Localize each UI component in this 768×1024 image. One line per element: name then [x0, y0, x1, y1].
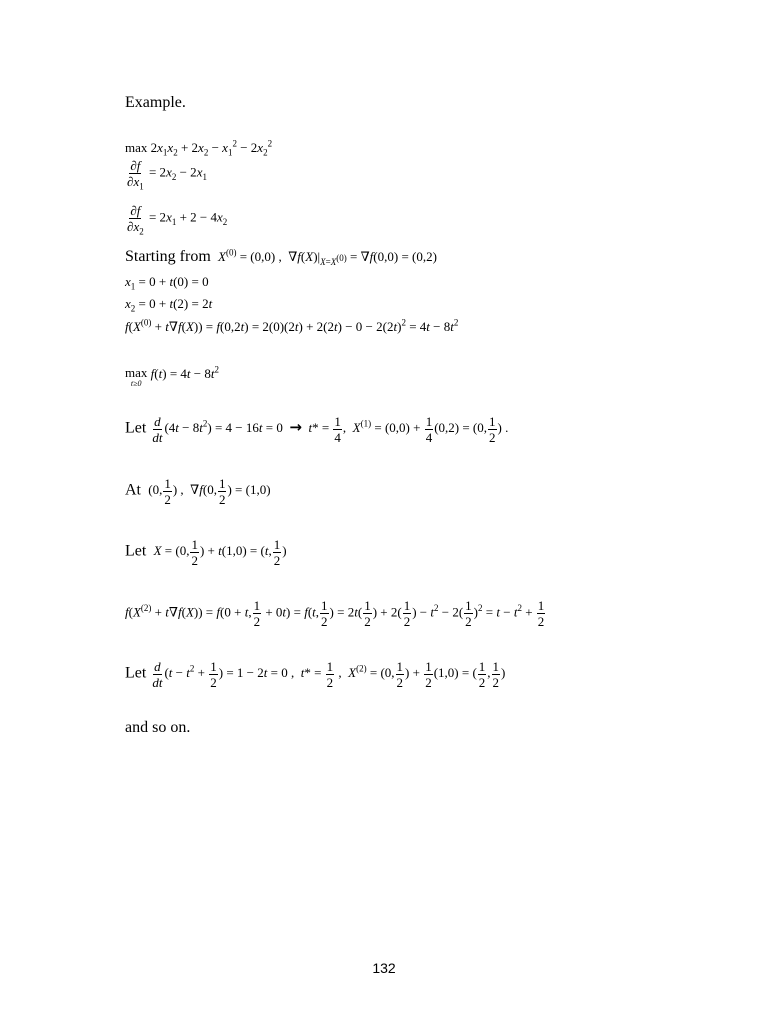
- closing-text: and so on.: [125, 719, 191, 736]
- starting-label: Starting from: [125, 248, 211, 265]
- derivative-fraction: $\frac{d}{dt}$: [152, 414, 163, 445]
- fraction: $\frac{1}{2}$: [164, 476, 171, 507]
- let-word: Let: [125, 419, 147, 437]
- fraction: $\frac{1}{2}$: [210, 659, 217, 690]
- partial-fraction: $\frac{\partial f}{\partial x_1}$: [127, 158, 144, 192]
- x2-update-line: $x_2 = 0 + t(2) = 2t$: [125, 296, 213, 314]
- fraction: $\frac{1}{2}$: [253, 598, 261, 629]
- fraction: $\frac{1}{2}$: [537, 598, 545, 629]
- fraction: $\frac{1}{2}$: [364, 598, 371, 629]
- fraction: $\frac{1}{2}$: [326, 659, 334, 690]
- derivative-fraction: $\frac{d}{dt}$: [152, 659, 163, 690]
- partial-x2-line: $\frac{\partial f}{\partial x_2}$ = $2x_1 + 2 - 4x_2$: [127, 203, 228, 237]
- fraction: $\frac{1}{4}$: [334, 414, 341, 445]
- fraction: $\frac{1}{2}$: [191, 537, 198, 568]
- fraction: $\frac{1}{2}$: [492, 659, 500, 690]
- let-word: Let: [125, 664, 147, 682]
- fraction: $\frac{1}{2}$: [403, 598, 411, 629]
- let-line-2: Let X = (0, $\frac{1}{2}$ ) + t(1,0) = (t, $\frac{1}{2}$ ): [125, 537, 287, 568]
- fraction: $\frac{1}{2}$: [489, 414, 496, 445]
- fraction: $\frac{1}{2}$: [321, 598, 328, 629]
- fraction: $\frac{1}{2}$: [218, 476, 226, 507]
- let-word: Let: [125, 542, 147, 560]
- fraction: $\frac{1}{2}$: [273, 537, 281, 568]
- fraction: $\frac{1}{2}$: [396, 659, 404, 690]
- line-search-1: $f(X^{(0)} + t\nabla f(X)) = f(0,2t) = 2(0)(2t) + 2(2t) - 0 - 2(2t)^2 = 4t - 8t^2$: [125, 317, 459, 334]
- objective-line: $\max 2x_1x_2 + 2x_2 - x_1^2 - 2x_2^2$: [125, 138, 273, 158]
- arrow-right-icon: →: [289, 418, 302, 437]
- partial-fraction: $\frac{\partial f}{\partial x_2}$: [127, 203, 144, 237]
- page-number: 132: [372, 960, 396, 976]
- fraction: $\frac{1}{4}$: [425, 414, 433, 445]
- partial-x1-line: $\frac{\partial f}{\partial x_1}$ = $2x_2 - 2x_1$: [127, 158, 207, 192]
- line-search-2: $f(X^{(2)} + t\nabla f(X)) = f(0 + t$, $\frac{1}{2}$ + 0t) = f(t, $\frac{1}{2}$ ) = 2t( $\frac{1}{2}$ ) + 2( $\frac{1}{2}$ ) − $t^2 - 2$( $\frac{1}{2}$ )$^2 = t - t^2$ + $\frac{1}{2}$: [125, 598, 545, 629]
- at-word: At: [125, 481, 141, 499]
- max-problem-line: max t≥0 $f(t) = 4t - 8t^2$: [125, 364, 219, 388]
- max-keyword: max: [125, 140, 148, 155]
- at-line: At (0, $\frac{1}{2}$ ) , ∇f(0, $\frac{1}{2}$ ) = (1,0): [125, 476, 271, 507]
- fraction: $\frac{1}{2}$: [465, 598, 472, 629]
- starting-line: Starting from $X^{(0)} = (0,0)$ , $\nabla f(X)|_{X=X^{(0)}} = \nabla f(0,0) = (0,2)$: [125, 247, 437, 267]
- example-heading: Example.: [125, 94, 186, 111]
- x1-update-line: $x_1 = 0 + t(0) = 0$: [125, 274, 209, 292]
- fraction: $\frac{1}{2}$: [478, 659, 486, 690]
- let-line-1: Let $\frac{d}{dt}$ $(4t - 8t^2) = 4 - 16t = 0 \to t*$ = $\frac{1}{4}$ , $X^{(1)} = (0,0)$ + $\frac{1}{4}$ (0,2) = (0, $\frac{1}{2}$ ) .: [125, 414, 509, 445]
- fraction: $\frac{1}{2}$: [425, 659, 432, 690]
- let-line-3: Let $\frac{d}{dt}$ ($t - t^2$ + $\frac{1}{2}$ ) = 1 − 2t = 0 , t* = $\frac{1}{2}$ , $X^{(2)} = (0$, $\frac{1}{2}$ ) + $\frac{1}{2}$ (1,0) = ( $\frac{1}{2}$ , $\frac{1}{2}$ ): [125, 659, 506, 690]
- max-under: max t≥0: [125, 365, 148, 388]
